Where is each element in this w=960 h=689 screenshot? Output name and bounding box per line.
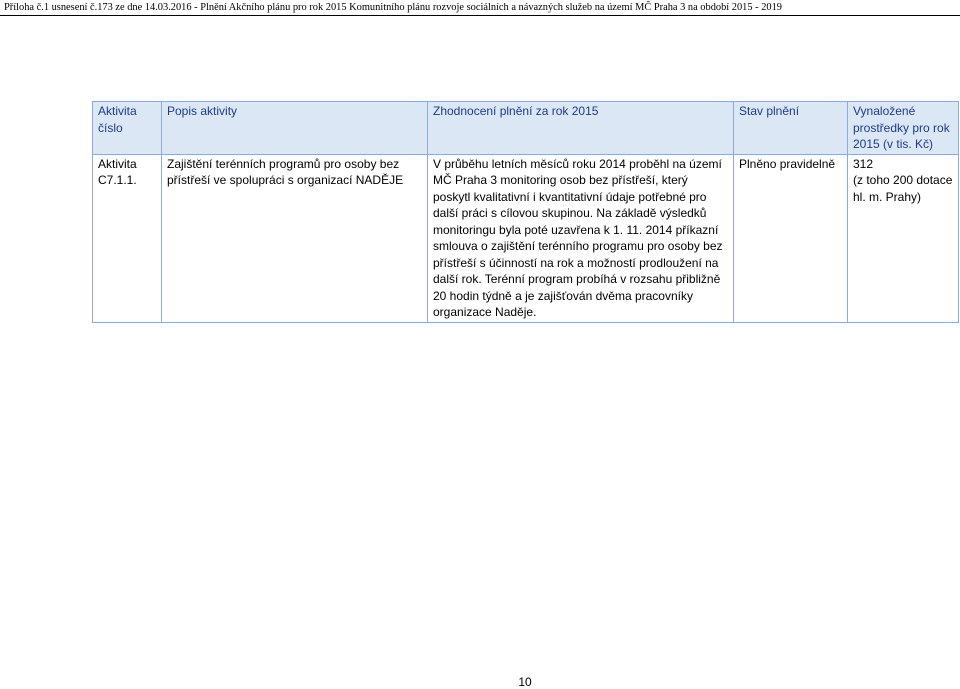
header-status: Stav plnění (734, 102, 848, 155)
page-header: Příloha č.1 usnesení č.173 ze dne 14.03.2016 - Plnění Akčního plánu pro rok 2015 Komunitního plánu rozvoje sociálních a návazných služeb na území MČ Praha 3 na období 2015 - 2019 (4, 2, 782, 13)
header-divider (0, 15, 960, 16)
header-description: Popis aktivity (162, 102, 428, 155)
action-plan-table (92, 101, 959, 323)
header-activity-number: Aktivita číslo (93, 102, 162, 155)
cell-description: Zajištění terénních programů pro osoby bez přístřeší ve spolupráci s organizací NADĚJE (162, 154, 428, 322)
table-header-row (93, 102, 959, 155)
cell-spent: 312 (z toho 200 dotace hl. m. Prahy) (848, 154, 959, 322)
cell-evaluation: V průběhu letních měsíců roku 2014 proběhl na území MČ Praha 3 monitoring osob bez přístřeší, který poskytl kvalitativní i kvantitativní údaje potřebné pro další práci s cílovou skupinou. Na základě výsledků monitoringu byla poté uzavřena k 1. 11. 2014 příkazní smlouva o zajištění terénního programu pro osoby bez přístřeší s účinností na rok a možností prodloužení na další rok. Terénní program probíhá v rozsahu přibližně 20 hodin týdně a je zajišťován dvěma pracovníky organizace Naděje. (428, 154, 734, 322)
cell-activity-number: Aktivita C7.1.1. (93, 154, 162, 322)
page-number: 10 (518, 675, 532, 689)
header-spent: Vynaložené prostředky pro rok 2015 (v tis. Kč) (848, 102, 959, 155)
header-evaluation: Zhodnocení plnění za rok 2015 (428, 102, 734, 155)
table-row (93, 154, 959, 322)
cell-status: Plněno pravidelně (734, 154, 848, 322)
